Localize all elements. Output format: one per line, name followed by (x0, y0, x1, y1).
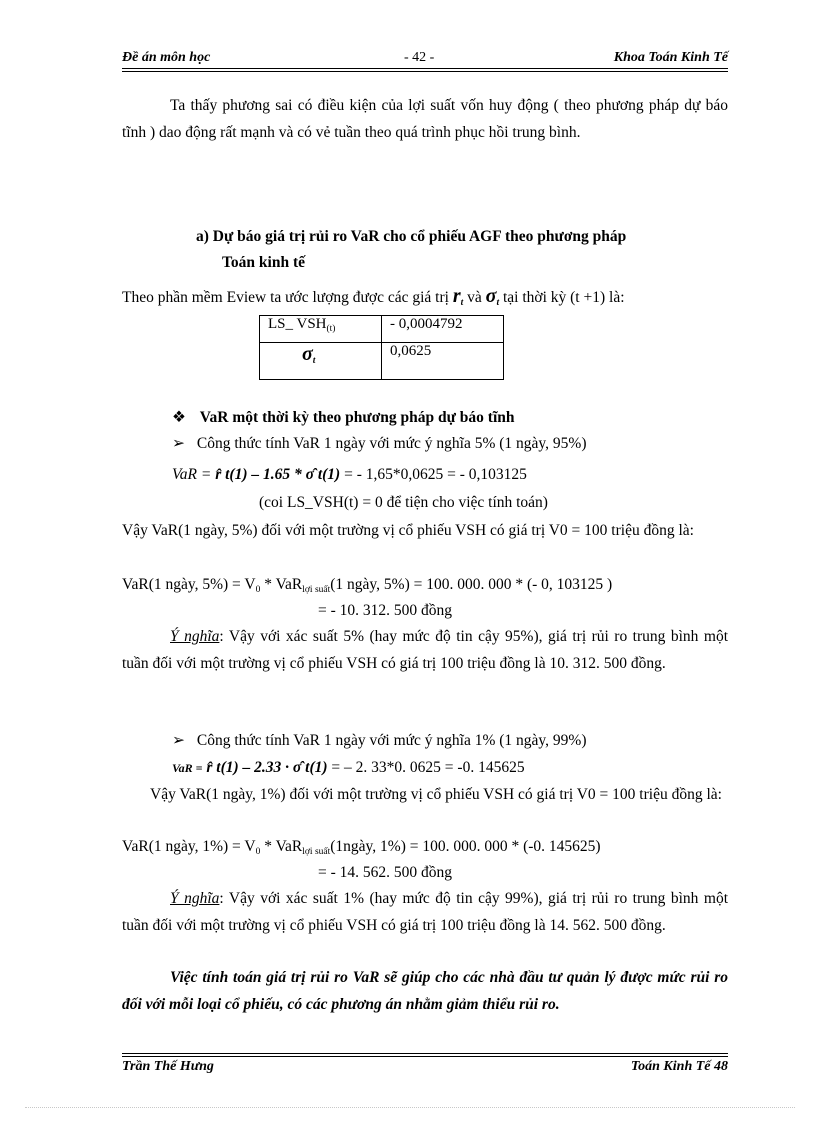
meaning-label: Ý nghĩa (170, 628, 220, 645)
footer-right: Toán Kinh Tế 48 (630, 1059, 728, 1074)
header-left: Đề án môn học (122, 50, 211, 65)
case5-heading (172, 430, 587, 457)
arrow-icon: ➢ (172, 435, 185, 452)
bullet-icon: ❖ (172, 409, 186, 426)
meaning-text: : Vậy với xác suất 1% (hay mức độ tin cậy 99%), giá trị rủi ro trung bình một tuần đối với một trường vị cổ phiếu VSH có giá trị 100 triệu đồng là 14. 562. 500 đồng. (122, 890, 728, 934)
case5-meaning (122, 623, 728, 677)
bullet-static-forecast (172, 404, 515, 431)
formula-terms: r̂ t(1) – 1.65 * σ̂ t(1) (215, 466, 341, 483)
estimate-pre: Theo phần mềm Eview ta ước lượng được các giá trị (122, 289, 449, 306)
formula-rhs: = – 2. 33*0. 0625 = -0. 145625 (331, 759, 525, 776)
meaning-text: : Vậy với xác suất 5% (hay mức độ tin cậy 95%), giá trị rủi ro trung bình một tuần đối với một trường vị cổ phiếu VSH có giá trị 100 triệu đồng là 10. 312. 500 đồng. (122, 628, 728, 672)
table-row (260, 316, 504, 343)
section-a-heading-cont: Toán kinh tế (222, 254, 305, 271)
meaning-label: Ý nghĩa (170, 890, 220, 907)
table-cell-value: 0,0625 (382, 343, 504, 380)
page-edge-line (25, 1107, 795, 1108)
symbol-r: $r_t$ (452, 285, 464, 308)
section-a-heading: a) Dự báo giá trị rủi ro VaR cho cổ phiếu AGF theo phương pháp (196, 228, 627, 245)
case1-formula (172, 754, 525, 782)
closing-paragraph: Việc tính toán giá trị rủi ro VaR sẽ giúp cho các nhà đầu tư quản lý được mức rủi ro đối với mỗi loại cổ phiếu, có các phương án nhằm giảm thiểu rủi ro. (122, 969, 728, 1013)
case5-calc-line1: VaR(1 ngày, $5\%) = V_0 * VaR_{lợi suất}(1$ ngày, 5%) = 100. 000. 000 * (- 0, 103125 ) (122, 576, 613, 595)
case1-heading (172, 727, 587, 754)
arrow-icon: ➢ (172, 732, 185, 749)
page-number: - 42 - (404, 50, 435, 65)
case1-calc-line1: VaR(1 ngày, $1\%) = V_0$ * VaR$_{lợi suất}$(1ngày, 1%) = 100. 000. 000 * (-0. 145625) (122, 838, 601, 857)
header-right: Khoa Toán Kinh Tế (613, 50, 728, 65)
footer-author: Trần Thế Hưng (122, 1059, 214, 1074)
estimate-and: và (467, 289, 482, 306)
estimate-sentence (122, 283, 625, 317)
formula-rhs: = - 1,65*0,0625 = - 0,103125 (344, 466, 527, 483)
table-cell-label: LS_ $VSH_{(t)}$ (260, 316, 382, 343)
table-cell-sigma: $\sigma_t$ (260, 343, 382, 380)
case5-note: (coi LS_VSH(t) = 0 để tiện cho việc tính toán) (259, 494, 548, 511)
case5-formula (172, 461, 527, 488)
footer-rule-thin (122, 1056, 728, 1057)
footer-rule (122, 1053, 728, 1054)
table-cell-value: - 0,0004792 (382, 316, 504, 343)
formula-lhs: VaR = (172, 466, 212, 483)
symbol-sigma: $\sigma_t$ (485, 285, 500, 308)
case1-calc-line2: = - 14. 562. 500 đồng (318, 864, 453, 881)
estimates-table (259, 315, 504, 380)
case5-calc-line2: = - 10. 312. 500 đồng (318, 602, 453, 619)
case5-heading-text: Công thức tính VaR 1 ngày với mức ý nghĩa 5% (1 ngày, 95%) (196, 435, 587, 452)
table-row (260, 343, 504, 380)
formula-lhs: VaR = (172, 761, 203, 775)
estimate-post: tại thời kỳ (t +1) là: (502, 289, 625, 306)
case1-heading-text: Công thức tính VaR 1 ngày với mức ý nghĩa 1% (1 ngày, 99%) (196, 732, 587, 749)
header-rule (122, 68, 728, 69)
bullet-text: VaR một thời kỳ theo phương pháp dự báo tĩnh (199, 409, 515, 426)
case5-conclusion: Vậy VaR(1 ngày, 5%) đối với một trường vị cổ phiếu VSH có giá trị V0 = 100 triệu đồng là: (122, 522, 694, 539)
formula-terms: r̂ t(1) – 2.33 · σ̂ t(1) (206, 759, 328, 776)
header-rule-thin (122, 71, 728, 72)
case1-meaning (122, 885, 728, 939)
intro-paragraph: Ta thấy phương sai có điều kiện của lợi suất vốn huy động ( theo phương pháp dự báo tĩnh ) dao động rất mạnh và có vẻ tuần theo quá trình phục hồi trung bình. (122, 97, 728, 141)
case1-conclusion: Vậy VaR(1 ngày, 1%) đối với một trường vị cổ phiếu VSH có giá trị V0 = 100 triệu đồng là: (150, 786, 722, 803)
